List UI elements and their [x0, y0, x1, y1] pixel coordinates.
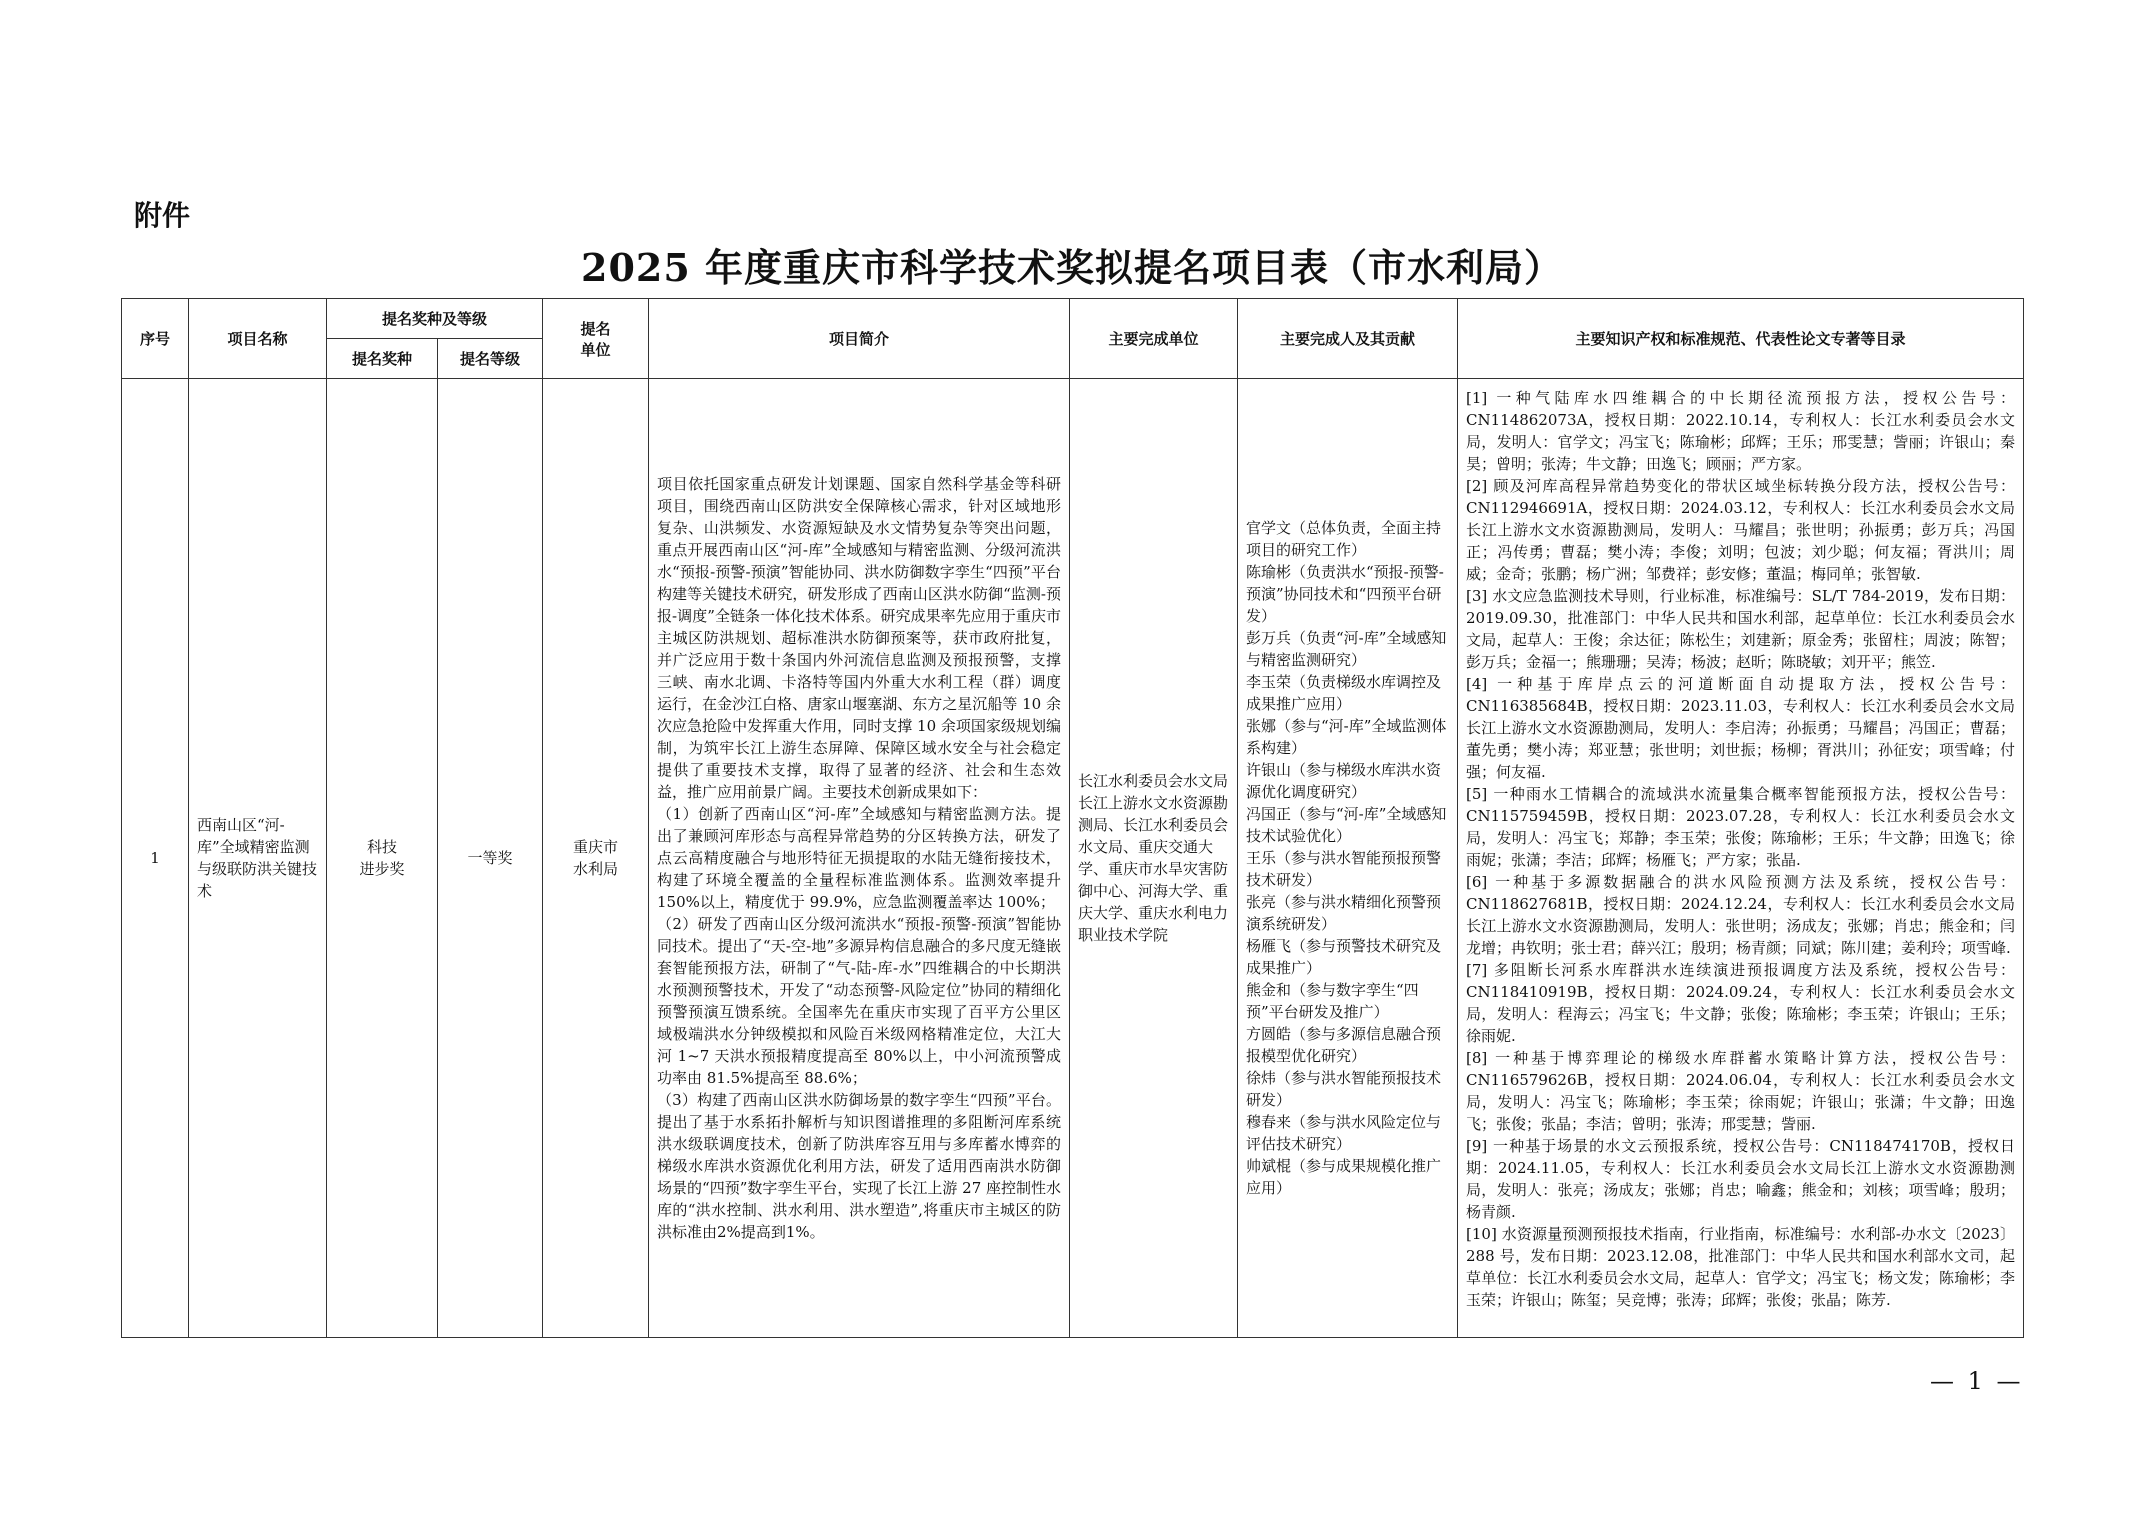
award-type-line1: 科技: [366, 838, 397, 856]
header-award-group: 提名奖种及等级: [327, 299, 543, 339]
person-entry: 方圆皓（参与多源信息融合预报模型优化研究）: [1246, 1025, 1442, 1065]
page-title: 2025 年度重庆市科学技术奖拟提名项目表（市水利局）: [581, 245, 1563, 290]
page-number: — 1 —: [1930, 1367, 2024, 1395]
attachment-label: 附件: [134, 199, 191, 232]
ip-entry: [5] 一种雨水工情耦合的流域洪水流量集合概率智能预报方法，授权公告号：CN115759459B，授权日期：2023.07.28，专利权人：长江水利委员会水文局，发明人：冯宝飞；郑静；李玉荣；张俊；陈瑜彬；王乐；牛文静；田逸飞；徐雨妮；张潇；李洁；邱辉；杨雁飞；严方家；张晶.: [1466, 785, 2016, 869]
cell-ip-list: [1458, 379, 2024, 1338]
header-row: [122, 299, 2024, 339]
intro-paragraph: 项目依托国家重点研发计划课题、国家自然科学基金等科研项目，围绕西南山区防洪安全保障核心需求，针对区域地形复杂、山洪频发、水资源短缺及水文情势复杂等突出问题，重点开展西南山区“河-库”全域感知与精密监测、分级河流洪水“预报-预警-预演”智能协同、洪水防御数字孪生“四预”平台构建等关键技术研究，研发形成了西南山区洪水防御“监测-预报-调度”全链条一体化技术体系。研究成果率先应用于重庆市主城区防洪规划、超标准洪水防御预案等，获市政府批复，并广泛应用于数十条国内外河流信息监测及预报预警，支撑三峡、南水北调、卡洛特等国内外重大水利工程（群）调度运行，在金沙江白格、唐家山堰塞湖、东方之星沉船等 10 余次应急抢险中发挥重大作用，同时支撑 10 余项国家级规划编制，为筑牢长江上游生态屏障、保障区域水安全与社会稳定提供了重要技术支撑，取得了显著的经济、社会和生态效益，推广应用前景广阔。主要技术创新成果如下：: [657, 475, 1062, 801]
person-entry: 杨雁飞（参与预警技术研究及成果推广）: [1246, 937, 1442, 977]
person-entry: 张娜（参与“河-库”全域监测体系构建）: [1246, 717, 1447, 757]
table-row: [122, 379, 2024, 1338]
header-people: 主要完成人及其贡献: [1238, 299, 1458, 379]
ip-entry: [8] 一种基于博弈理论的梯级水库群蓄水策略计算方法，授权公告号：CN116579626B，授权日期：2024.06.04，专利权人：长江水利委员会水文局，发明人：冯宝飞；陈瑜彬；李玉荣；徐雨妮；许银山；张潇；牛文静；田逸飞；张俊；张晶；李洁；曾明；张涛；邢雯慧；訾丽.: [1466, 1049, 2016, 1133]
header-intro: 项目简介: [649, 299, 1070, 379]
header-seq: 序号: [122, 299, 189, 379]
ip-entry: [4] 一种基于库岸点云的河道断面自动提取方法，授权公告号：CN116385684B，授权日期：2023.11.03，专利权人：长江水利委员会水文局长江上游水文水资源勘测局，发明人：李启涛；孙振勇；马耀昌；冯国正；曹磊；董先勇；樊小涛；郑亚慧；张世明；刘世振；杨柳；胥洪川；孙征安；项雪峰；付强；何友福.: [1466, 675, 2016, 781]
ip-entry: [2] 顾及河库高程异常趋势变化的带状区域坐标转换分段方法，授权公告号：CN112946691A，授权日期：2024.03.12，专利权人：长江水利委员会水文局长江上游水文水资源勘测局，发明人：马耀昌；张世明；孙振勇；彭万兵；冯国正；冯传勇；曹磊；樊小涛；李俊；刘明；包波；刘少聪；何友福；胥洪川；周威；金奇；张鹏；杨广洲；邹费祥；彭安修；董温；梅同单；张智敏.: [1466, 477, 2016, 583]
ip-entry: [9] 一种基于场景的水文云预报系统，授权公告号：CN118474170B，授权日期：2024.11.05，专利权人：长江水利委员会水文局长江上游水文水资源勘测局，发明人：张亮；汤成友；张娜；肖忠；喻鑫；熊金和；刘核；项雪峰；殷玥；杨青颜.: [1466, 1137, 2016, 1221]
cell-intro: [649, 379, 1070, 1338]
header-project-name: 项目名称: [189, 299, 327, 379]
ip-entry: [1] 一种气陆库水四维耦合的中长期径流预报方法，授权公告号：CN114862073A，授权日期：2022.10.14，专利权人：长江水利委员会水文局，发明人：官学文；冯宝飞；陈瑜彬；邱辉；王乐；邢雯慧；訾丽；许银山；秦昊；曾明；张涛；牛文静；田逸飞；顾丽；严方家。: [1466, 389, 2016, 473]
cell-units: 长江水利委员会水文局长江上游水文水资源勘测局、长江水利委员会水文局、重庆交通大学、重庆市水旱灾害防御中心、河海大学、重庆大学、重庆水利电力职业技术学院: [1070, 379, 1238, 1338]
person-entry: 熊金和（参与数字孪生“四预”平台研发及推广）: [1246, 981, 1419, 1021]
cell-award-type: [327, 379, 438, 1338]
person-entry: 许银山（参与梯级水库洪水资源优化调度研究）: [1246, 761, 1442, 801]
intro-paragraph: （2）研发了西南山区分级河流洪水“预报-预警-预演”智能协同技术。提出了“天-空-地”多源异构信息融合的多尺度无缝嵌套智能预报方法，研制了“气-陆-库-水”四维耦合的中长期洪水预测预警技术，开发了“动态预警-风险定位”协同的精细化预警预演互馈系统。全国率先在重庆市实现了百平方公里区域极端洪水分钟级模拟和风险百米级网格精准定位，大江大河 1~7 天洪水预报精度提高至 80%以上，中小河流预警成功率由 81.5%提高至 88.6%；: [657, 915, 1062, 1087]
ip-entry: [7] 多阻断长河系水库群洪水连续演进预报调度方法及系统，授权公告号：CN118410919B，授权日期：2024.09.24，专利权人：长江水利委员会水文局，发明人：程海云；冯宝飞；牛文静；张俊；陈瑜彬；李玉荣；许银山；王乐；徐雨妮.: [1466, 961, 2016, 1045]
header-nominator: 提名单位: [543, 299, 649, 379]
nominator-line1: 重庆市: [573, 838, 619, 856]
person-entry: 帅斌棍（参与成果规模化推广应用）: [1246, 1157, 1442, 1197]
nomination-table: [121, 298, 2024, 1338]
ip-entry: [3] 水文应急监测技术导则，行业标准，标准编号：SL/T 784-2019，发布日期：2019.09.30，批准部门：中华人民共和国水利部，起草单位：长江水利委员会水文局，起草人：王俊；余达征；陈松生；刘建新；原金秀；张留柱；周波；陈智；彭万兵；金福一；熊珊珊；吴涛；杨波；赵昕；陈晓敏；刘开平；熊笠.: [1466, 587, 2016, 671]
person-entry: 官学文（总体负责，全面主持项目的研究工作）: [1246, 519, 1442, 559]
cell-project-name: 西南山区“河-库”全域精密监测与级联防洪关键技术: [189, 379, 327, 1338]
person-entry: 陈瑜彬（负责洪水“预报-预警-预演”协同技术和“四预平台研发）: [1246, 563, 1444, 625]
cell-seq: 1: [122, 379, 189, 1338]
cell-award-level: 一等奖: [438, 379, 543, 1338]
ip-entry: [10] 水资源量预测预报技术指南，行业指南，标准编号：水利部-办水文〔2023〕288 号，发布日期：2023.12.08，批准部门：中华人民共和国水利部水文司，起草单位：长江水利委员会水文局，起草人：官学文；冯宝飞；杨文发；陈瑜彬；李玉荣；许银山；陈玺；吴竞博；张涛；邱辉；张俊；张晶；陈芳.: [1466, 1225, 2016, 1309]
cell-people: [1238, 379, 1458, 1338]
intro-paragraph: （3）构建了西南山区洪水防御场景的数字孪生“四预”平台。提出了基于水系拓扑解析与知识图谱推理的多阻断河库系统洪水级联调度技术，创新了防洪库容互用与多库蓄水博弈的梯级水库洪水资源优化利用方法，研发了适用西南洪水防御场景的“四预”数字孪生平台，实现了长江上游 27 座控制性水库的“洪水控制、洪水利用、洪水塑造”,将重庆市主城区的防洪标准由2%提高到1%。: [657, 1091, 1062, 1241]
header-units: 主要完成单位: [1070, 299, 1238, 379]
cell-nominator: [543, 379, 649, 1338]
person-entry: 张亮（参与洪水精细化预警预演系统研发）: [1246, 893, 1442, 933]
ip-entry: [6] 一种基于多源数据融合的洪水风险预测方法及系统，授权公告号：CN118627681B，授权日期：2024.12.24，专利权人：长江水利委员会水文局长江上游水文水资源勘测局，发明人：张世明；汤成友；张娜；肖忠；熊金和；闫龙增；冉钦明；张士君；薛兴江；殷玥；杨青颜；同斌；陈川建；姜利玲；项雪峰.: [1466, 873, 2016, 957]
person-entry: 徐炜（参与洪水智能预报技术研发）: [1246, 1069, 1442, 1109]
person-entry: 冯国正（参与“河-库”全域感知技术试验优化）: [1246, 805, 1447, 845]
header-award-level: 提名等级: [438, 339, 543, 379]
intro-paragraph: （1）创新了西南山区“河-库”全域感知与精密监测方法。提出了兼顾河库形态与高程异常趋势的分区转换方法，研发了点云高精度融合与地形特征无损提取的水陆无缝衔接技术，构建了环境全覆盖的全量程标准监测体系。监测效率提升 150%以上，精度优于 99.9%，应急监测覆盖率达 100%；: [657, 805, 1062, 911]
nominator-line2: 水利局: [573, 860, 619, 878]
person-entry: 李玉荣（负责梯级水库调控及成果推广应用）: [1246, 673, 1442, 713]
header-award-type: 提名奖种: [327, 339, 438, 379]
person-entry: 王乐（参与洪水智能预报预警技术研发）: [1246, 849, 1442, 889]
person-entry: 彭万兵（负责“河-库”全域感知与精密监测研究）: [1246, 629, 1447, 669]
award-type-line2: 进步奖: [359, 860, 405, 878]
header-ip: 主要知识产权和标准规范、代表性论文专著等目录: [1458, 299, 2024, 379]
person-entry: 穆春来（参与洪水风险定位与评估技术研究）: [1246, 1113, 1442, 1153]
